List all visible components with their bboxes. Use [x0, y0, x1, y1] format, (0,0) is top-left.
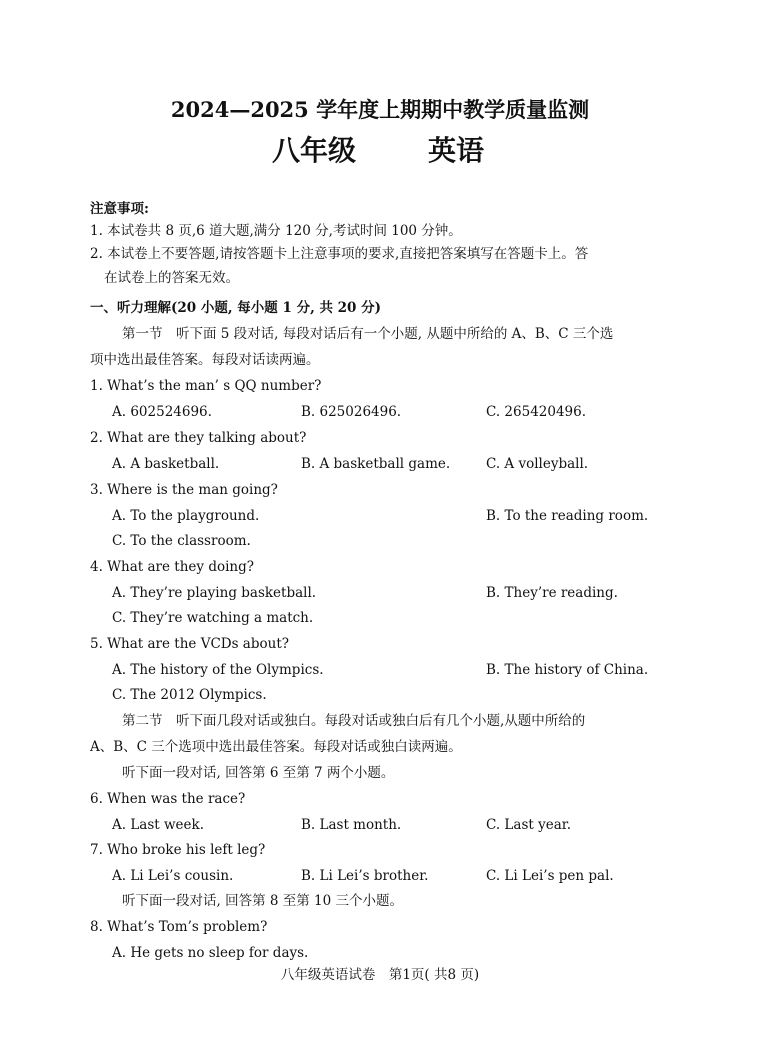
question-4-option-a: A. They’re playing basketball. — [112, 585, 317, 601]
page-footer: 八年级英语试卷 第1页( 共8 页) — [280, 967, 480, 983]
part-2-instruction-line-1: 第二节 听下面几段对话或独白。每段对话或独白后有几个小题,从题中所给的 — [122, 713, 586, 729]
question-1-option-a: A. 602524696. — [112, 404, 212, 420]
notice-item-2-line-1: 2. 本试卷上不要答题,请按答题卡上注意事项的要求,直接把答案填写在答题卡上。答 — [90, 246, 589, 262]
question-3-option-c: C. To the classroom. — [112, 533, 251, 549]
grade-label: 八年级 — [272, 134, 357, 167]
question-3-option-a: A. To the playground. — [112, 508, 260, 524]
question-4: 4. What are they doing? — [90, 559, 254, 575]
question-7-option-a: A. Li Lei’s cousin. — [112, 868, 234, 884]
question-1: 1. What’s the man’ s QQ number? — [90, 378, 322, 394]
question-7-option-c: C. Li Lei’s pen pal. — [486, 868, 614, 884]
question-7: 7. Who broke his left leg? — [90, 842, 266, 858]
notice-item-2-line-2: 在试卷上的答案无效。 — [104, 270, 239, 286]
question-2-option-b: B. A basketball game. — [301, 456, 451, 472]
question-3-option-b: B. To the reading room. — [486, 508, 649, 524]
question-1-option-c: C. 265420496. — [486, 404, 587, 420]
exam-title: 2024—2025 学年度上期期中教学质量监测 — [170, 97, 590, 122]
part-1-instruction-line-2: 项中选出最佳答案。每段对话读两遍。 — [90, 352, 320, 368]
question-2-option-a: A. A basketball. — [112, 456, 220, 472]
notice-item-1: 1. 本试卷共 8 页,6 道大题,满分 120 分,考试时间 100 分钟。 — [90, 223, 462, 239]
notice-heading: 注意事项: — [90, 201, 149, 217]
question-4-option-c: C. They’re watching a match. — [112, 610, 314, 626]
question-2: 2. What are they talking about? — [90, 430, 307, 446]
section-1-heading: 一、听力理解(20 小题, 每小题 1 分, 共 20 分) — [90, 300, 382, 316]
question-5: 5. What are the VCDs about? — [90, 636, 289, 652]
question-5-option-a: A. The history of the Olympics. — [112, 662, 324, 678]
part-1-instruction-line-1: 第一节 听下面 5 段对话, 每段对话后有一个小题, 从题中所给的 A、B、C 三个选 — [122, 326, 614, 342]
listen-instruction-8-10: 听下面一段对话, 回答第 8 至第 10 三个小题。 — [122, 893, 404, 909]
question-6-option-c: C. Last year. — [486, 817, 572, 833]
question-5-option-b: B. The history of China. — [486, 662, 649, 678]
question-7-option-b: B. Li Lei’s brother. — [301, 868, 429, 884]
question-6-option-a: A. Last week. — [112, 817, 204, 833]
question-3: 3. Where is the man going? — [90, 482, 278, 498]
question-8-option-a: A. He gets no sleep for days. — [112, 945, 309, 961]
subject-label: 英语 — [428, 134, 485, 167]
question-8: 8. What’s Tom’s problem? — [90, 919, 268, 935]
question-6-option-b: B. Last month. — [301, 817, 402, 833]
question-4-option-b: B. They’re reading. — [486, 585, 618, 601]
question-5-option-c: C. The 2012 Olympics. — [112, 687, 267, 703]
question-2-option-c: C. A volleyball. — [486, 456, 589, 472]
question-6: 6. When was the race? — [90, 791, 246, 807]
part-2-instruction-line-2: A、B、C 三个选项中选出最佳答案。每段对话或独白读两遍。 — [90, 739, 462, 755]
listen-instruction-6-7: 听下面一段对话, 回答第 6 至第 7 两个小题。 — [122, 765, 395, 781]
question-1-option-b: B. 625026496. — [301, 404, 402, 420]
